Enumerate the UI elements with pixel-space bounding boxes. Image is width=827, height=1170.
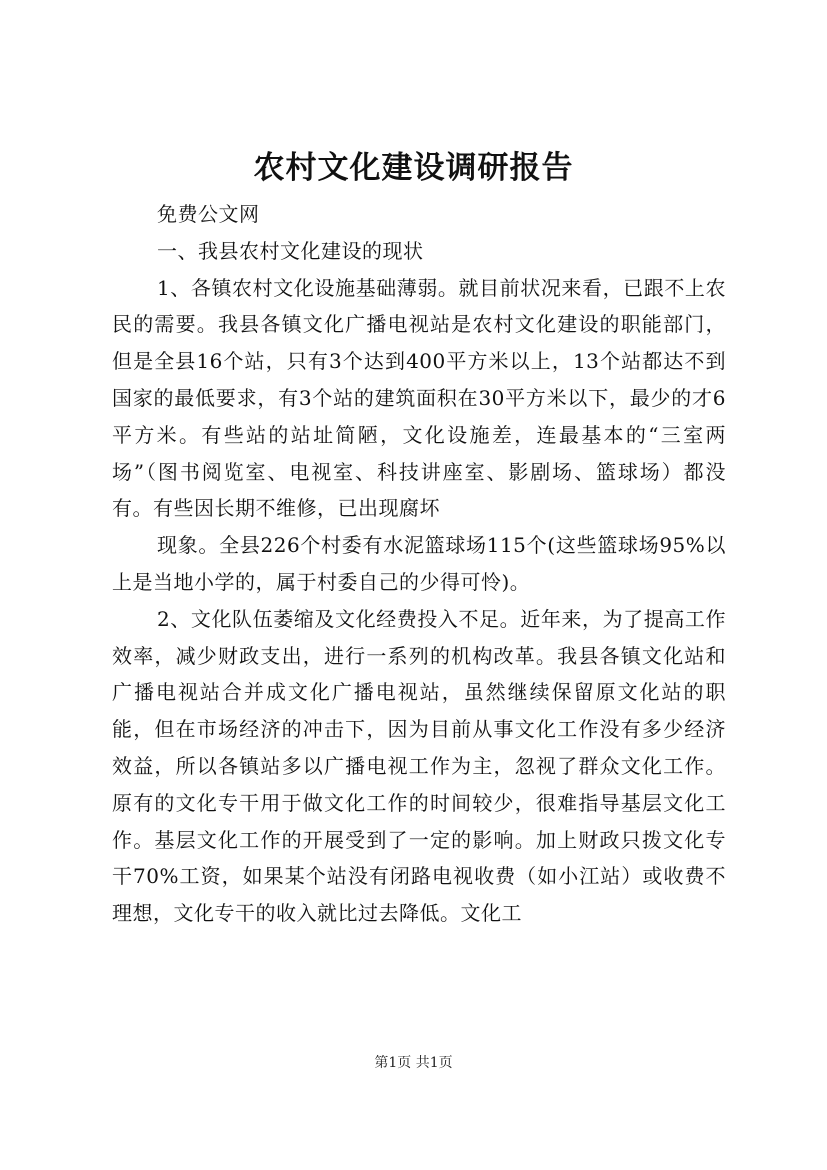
paragraph: 现象。全县226个村委有水泥篮球场115个(这些篮球场95%以上是当地小学的，属于村委自己的少得可怜)。	[112, 533, 726, 594]
document-title: 农村文化建设调研报告	[253, 150, 574, 186]
paragraph: 1、各镇农村文化设施基础薄弱。就目前状况来看，已跟不上农民的需要。我县各镇文化广播电视站是农村文化建设的职能部门，但是全县16个站，只有3个达到400平方米以上，13个站都达不到国家的最低要求，有3个站的建筑面积在30平方米以下，最少的才6平方米。有些站的站址简陋，文化设施差，连最基本的“三室两场”（图书阅览室、电视室、科技讲座室、影剧场、篮球场）都没有。有些因长期不维修，已出现腐坏	[112, 275, 726, 521]
section-heading: 一、我县农村文化建设的现状	[157, 238, 424, 263]
document-body	[112, 196, 726, 932]
paragraph: 2、文化队伍萎缩及文化经费投入不足。近年来，为了提高工作效率，减少财政支出，进行一系列的机构改革。我县各镇文化站和广播电视站合并成文化广播电视站，虽然继续保留原文化站的职能，但在市场经济的冲击下，因为目前从事文化工作没有多少经济效益，所以各镇站多以广播电视工作为主，忽视了群众文化工作。原有的文化专干用于做文化工作的时间较少，很难指导基层文化工作。基层文化工作的开展受到了一定的影响。加上财政只拨文化专干70%工资，如果某个站没有闭路电视收费（如小江站）或收费不理想，文化专干的收入就比过去降低。文化工	[112, 606, 726, 926]
source-line: 免费公文网	[157, 202, 260, 226]
page-footer: 第1页 共1页	[374, 1055, 453, 1071]
